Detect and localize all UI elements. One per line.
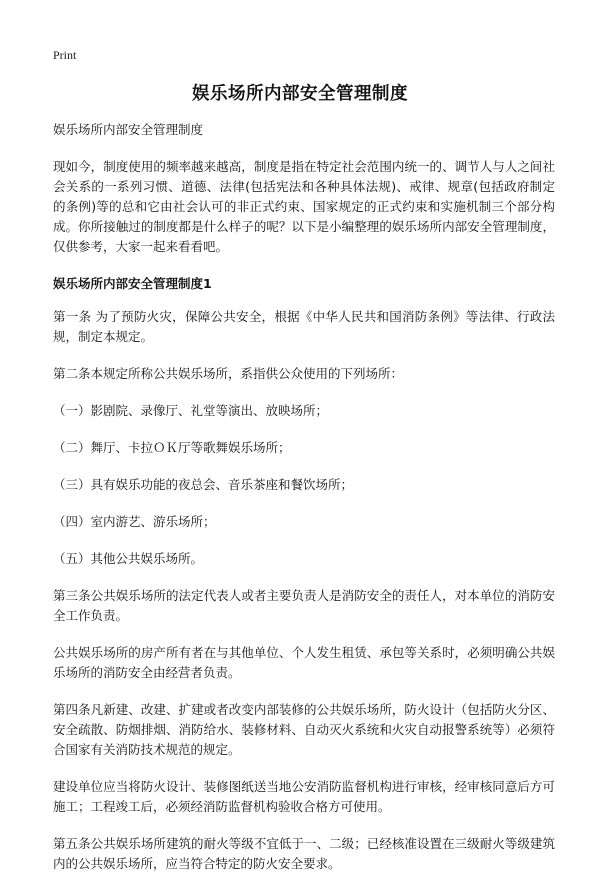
list-item: （三）具有娱乐功能的夜总会、音乐茶座和餐饮场所； [53,477,354,492]
intro-paragraph: 现如今，制度使用的频率越来越高，制度是指在特定社会范围内统一的、调节人与人之间社会关系的一系列习惯、道德、法律(包括宪法和各种具体法规)、戒律、规章(包括政府制定的条例)等的总和它由社会认可的非正式约束、国家规定的正式约束和实施机制三个部分构成。你所接触过的制度都是什么样子的呢？以下是小编整理的娱乐场所内部安全管理制度，仅供参考，大家一起来看看吧。 [53,159,555,254]
paragraph-article-4: 第四条凡新建、改建、扩建或者改变内部装修的公共娱乐场所，防火设计（包括防火分区、安全疏散、防烟排烟、消防给水、装修材料、自动灭火系统和火灾自动报警系统等）必须符合国家有关消防技术规范的规定。 [53,702,555,757]
paragraph-article-1: 第一条 为了预防火灾，保障公共安全，根据《中华人民共和国消防条例》等法律、行政法规，制定本规定。 [53,309,555,344]
list-item: （四）室内游艺、游乐场所； [53,514,216,529]
print-link[interactable]: Print [53,48,77,62]
paragraph-article-5: 第五条公共娱乐场所建筑的耐火等级不宜低于一、二级；已经核准设置在三级耐火等级建筑内的公共娱乐场所，应当符合特定的防火安全要求。 [53,836,555,871]
section-heading: 娱乐场所内部安全管理制度1 [53,276,212,291]
list-item: （五）其他公共娱乐场所。 [53,551,204,566]
paragraph-article-2: 第二条本规定所称公共娱乐场所，系指供公众使用的下列场所： [53,366,404,381]
document-subtitle: 娱乐场所内部安全管理制度 [53,122,204,137]
paragraph-construction: 建设单位应当将防火设计、装修图纸送当地公安消防监督机构进行审核，经审核同意后方可施工；工程竣工后，必须经消防监督机构验收合格方可使用。 [53,779,555,814]
list-item: （二）舞厅、卡拉ＯＫ厅等歌舞娱乐场所； [53,440,291,455]
list-item: （一）影剧院、录像厅、礼堂等演出、放映场所； [53,403,329,418]
document-title: 娱乐场所内部安全管理制度 [192,84,408,104]
document-body [53,120,555,891]
paragraph-lease: 公共娱乐场所的房产所有者在与其他单位、个人发生租赁、承包等关系时，必须明确公共娱乐场所的消防安全由经营者负责。 [53,645,555,680]
paragraph-article-3: 第三条公共娱乐场所的法定代表人或者主要负责人是消防安全的责任人，对本单位的消防安全工作负责。 [53,588,555,623]
